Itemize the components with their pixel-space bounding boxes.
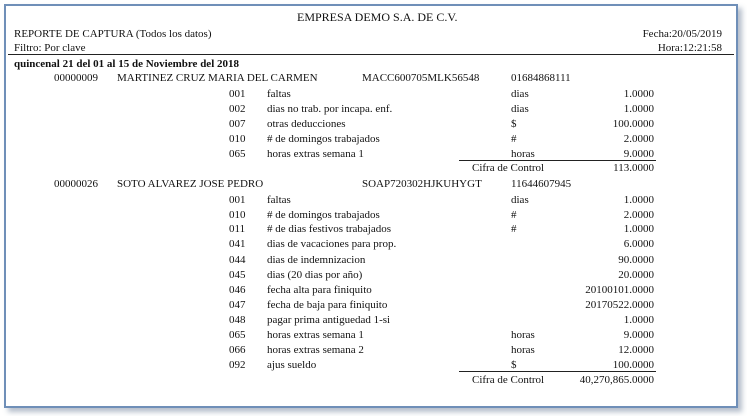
concept-unit: # xyxy=(511,209,517,221)
concept-code: 044 xyxy=(229,254,246,266)
concept-unit: # xyxy=(511,223,517,235)
concept-description: faltas xyxy=(267,194,291,206)
control-label: Cifra de Control xyxy=(472,162,545,174)
concept-description: ajus sueldo xyxy=(267,359,317,371)
concept-value: 100.0000 xyxy=(612,118,654,130)
concept-description: otras deducciones xyxy=(267,118,346,130)
concept-unit: # xyxy=(511,133,517,145)
concept-value: 90.0000 xyxy=(618,254,654,266)
concept-unit: horas xyxy=(511,148,535,160)
concept-description: fecha de baja para finiquito xyxy=(267,299,388,311)
concept-value: 20.0000 xyxy=(618,269,654,281)
concept-value: 100.0000 xyxy=(612,359,654,371)
concept-value: 1.0000 xyxy=(623,194,654,206)
concept-value: 1.0000 xyxy=(623,314,654,326)
concept-value: 1.0000 xyxy=(623,88,654,100)
concept-value: 20100101.0000 xyxy=(585,284,654,296)
concept-description: # de domingos trabajados xyxy=(267,133,380,145)
concept-unit: horas xyxy=(511,344,535,356)
concept-unit: horas xyxy=(511,329,535,341)
employee-nss: 11644607945 xyxy=(511,178,572,190)
concept-description: # de domingos trabajados xyxy=(267,209,380,221)
report-date: Fecha:20/05/2019 xyxy=(642,28,722,40)
concept-code: 001 xyxy=(229,194,246,206)
concept-description: fecha alta para finiquito xyxy=(267,284,372,296)
concept-code: 041 xyxy=(229,238,246,250)
concept-description: dias de vacaciones para prop. xyxy=(267,238,397,250)
concept-description: pagar prima antiguedad 1-si xyxy=(267,314,391,326)
concept-description: horas extras semana 1 xyxy=(267,329,364,341)
concept-code: 092 xyxy=(229,359,246,371)
concept-code: 065 xyxy=(229,329,246,341)
concept-code: 046 xyxy=(229,284,246,296)
concept-description: dias de indemnizacion xyxy=(267,254,366,266)
employee-nss: 01684868111 xyxy=(511,72,571,84)
concept-description: dias (20 dias por año) xyxy=(267,269,363,281)
concept-description: faltas xyxy=(267,88,291,100)
header-divider xyxy=(8,54,734,55)
employee-name: MARTINEZ CRUZ MARIA DEL CARMEN xyxy=(117,72,318,84)
concept-description: # de dias festivos trabajados xyxy=(267,223,392,235)
concept-description: dias no trab. por incapa. enf. xyxy=(267,103,393,115)
concept-code: 002 xyxy=(229,103,246,115)
concept-value: 9.0000 xyxy=(623,148,654,160)
concept-unit: dias xyxy=(511,103,529,115)
report-filter: Filtro: Por clave xyxy=(14,42,86,54)
concept-value: 1.0000 xyxy=(623,103,654,115)
employee-number: 00000026 xyxy=(54,178,98,190)
concept-value: 9.0000 xyxy=(623,329,654,341)
concept-code: 011 xyxy=(229,223,246,235)
employee-name: SOTO ALVAREZ JOSE PEDRO xyxy=(117,178,264,190)
concept-code: 007 xyxy=(229,118,246,130)
concept-code: 047 xyxy=(229,299,246,311)
control-value: 40,270,865.0000 xyxy=(579,374,654,386)
concept-code: 065 xyxy=(229,148,246,160)
concept-value: 12.0000 xyxy=(618,344,654,356)
report-title: REPORTE DE CAPTURA (Todos los datos) xyxy=(14,28,212,40)
concept-unit: $ xyxy=(511,118,517,130)
report-time: Hora:12:21:58 xyxy=(657,42,722,54)
concept-description: horas extras semana 1 xyxy=(267,148,364,160)
company-name: EMPRESA DEMO S.A. DE C.V. xyxy=(297,10,458,24)
concept-unit: dias xyxy=(511,88,529,100)
control-label: Cifra de Control xyxy=(472,374,545,386)
concept-code: 048 xyxy=(229,314,246,326)
concept-description: horas extras semana 2 xyxy=(267,344,364,356)
control-divider xyxy=(459,371,656,372)
concept-value: 1.0000 xyxy=(623,223,654,235)
period-label: quincenal 21 del 01 al 15 de Noviembre del 2018 xyxy=(14,58,239,70)
concept-code: 010 xyxy=(229,209,246,221)
concept-code: 066 xyxy=(229,344,246,356)
concept-code: 010 xyxy=(229,133,246,145)
employee-rfc: MACC600705MLK56548 xyxy=(362,72,480,84)
concept-value: 20170522.0000 xyxy=(585,299,654,311)
concept-value: 2.0000 xyxy=(623,133,654,145)
concept-unit: $ xyxy=(511,359,517,371)
employee-number: 00000009 xyxy=(54,72,98,84)
employee-rfc: SOAP720302HJKUHYGT xyxy=(362,178,482,190)
concept-code: 045 xyxy=(229,269,246,281)
concept-value: 6.0000 xyxy=(623,238,654,250)
concept-unit: dias xyxy=(511,194,529,206)
concept-value: 2.0000 xyxy=(623,209,654,221)
concept-code: 001 xyxy=(229,88,246,100)
control-value: 113.0000 xyxy=(613,162,654,174)
